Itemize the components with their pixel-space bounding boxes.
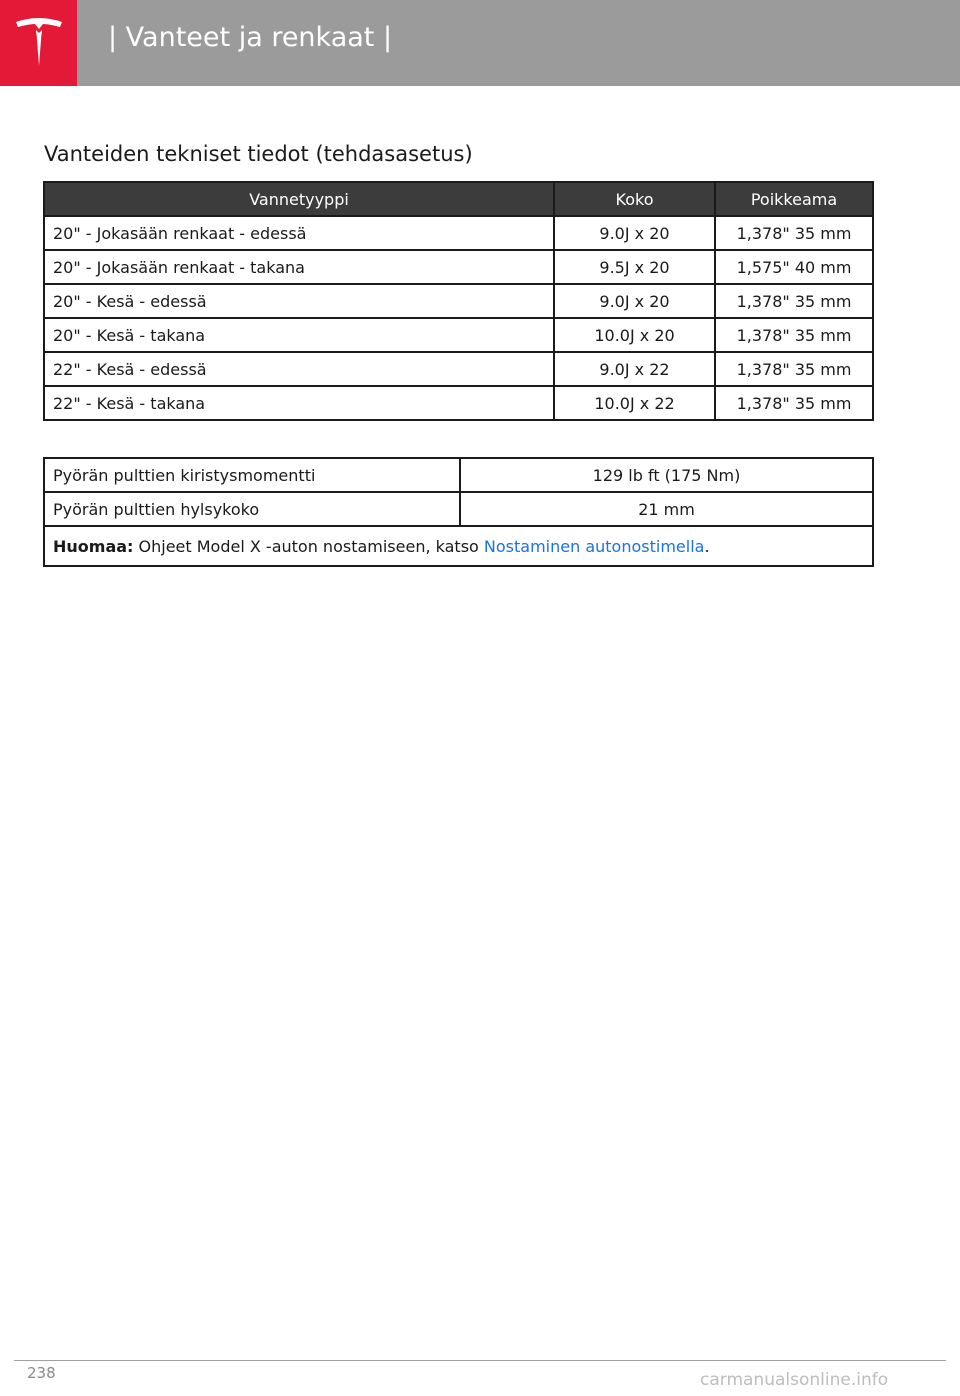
table-row xyxy=(44,250,873,284)
wheel-type-cell: 22" - Kesä - takana xyxy=(44,386,554,420)
chapter-title: | Vanteet ja renkaat | xyxy=(108,22,393,53)
size-cell: 9.5J x 20 xyxy=(554,250,715,284)
table-row xyxy=(44,492,873,526)
watermark: carmanualsonline.info xyxy=(700,1370,889,1390)
wheel-type-cell: 20" - Kesä - takana xyxy=(44,318,554,352)
table-row xyxy=(44,284,873,318)
wheel-type-cell: 22" - Kesä - edessä xyxy=(44,352,554,386)
wheel-type-cell: 20" - Kesä - edessä xyxy=(44,284,554,318)
footer-divider xyxy=(14,1360,946,1361)
section-title: Vanteiden tekniset tiedot (tehdasasetus) xyxy=(44,142,473,166)
offset-cell: 1,575" 40 mm xyxy=(715,250,873,284)
table-row xyxy=(44,458,873,492)
lug-nut-table xyxy=(43,457,874,567)
note-row xyxy=(44,526,873,566)
size-cell: 9.0J x 20 xyxy=(554,216,715,250)
table-row xyxy=(44,352,873,386)
page-number: 238 xyxy=(27,1364,56,1382)
note-cell xyxy=(44,526,873,566)
note-text: Ohjeet Model X -auton nostamiseen, katso xyxy=(133,536,484,556)
note-end: . xyxy=(704,536,710,556)
size-cell: 10.0J x 20 xyxy=(554,318,715,352)
socket-size-label: Pyörän pulttien hylsykoko xyxy=(44,492,460,526)
column-header-wheel-type: Vannetyyppi xyxy=(44,182,554,216)
offset-cell: 1,378" 35 mm xyxy=(715,318,873,352)
jacking-link[interactable]: Nostaminen autonostimella xyxy=(483,536,705,556)
size-cell: 10.0J x 22 xyxy=(554,386,715,420)
column-header-offset: Poikkeama xyxy=(715,182,873,216)
size-cell: 9.0J x 20 xyxy=(554,284,715,318)
table-row xyxy=(44,318,873,352)
column-header-size: Koko xyxy=(554,182,715,216)
tesla-logo xyxy=(0,0,77,86)
offset-cell: 1,378" 35 mm xyxy=(715,216,873,250)
torque-value: 129 lb ft (175 Nm) xyxy=(460,458,873,492)
tesla-logo-icon xyxy=(14,16,64,70)
note-label: Huomaa: xyxy=(53,536,134,556)
table-row xyxy=(44,216,873,250)
offset-cell: 1,378" 35 mm xyxy=(715,352,873,386)
table-row xyxy=(44,386,873,420)
wheel-type-cell: 20" - Jokasään renkaat - takana xyxy=(44,250,554,284)
wheel-spec-table xyxy=(43,181,874,421)
offset-cell: 1,378" 35 mm xyxy=(715,284,873,318)
size-cell: 9.0J x 22 xyxy=(554,352,715,386)
wheel-type-cell: 20" - Jokasään renkaat - edessä xyxy=(44,216,554,250)
page-header xyxy=(0,0,960,86)
socket-size-value: 21 mm xyxy=(460,492,873,526)
table-header-row xyxy=(44,182,873,216)
offset-cell: 1,378" 35 mm xyxy=(715,386,873,420)
torque-label: Pyörän pulttien kiristysmomentti xyxy=(44,458,460,492)
